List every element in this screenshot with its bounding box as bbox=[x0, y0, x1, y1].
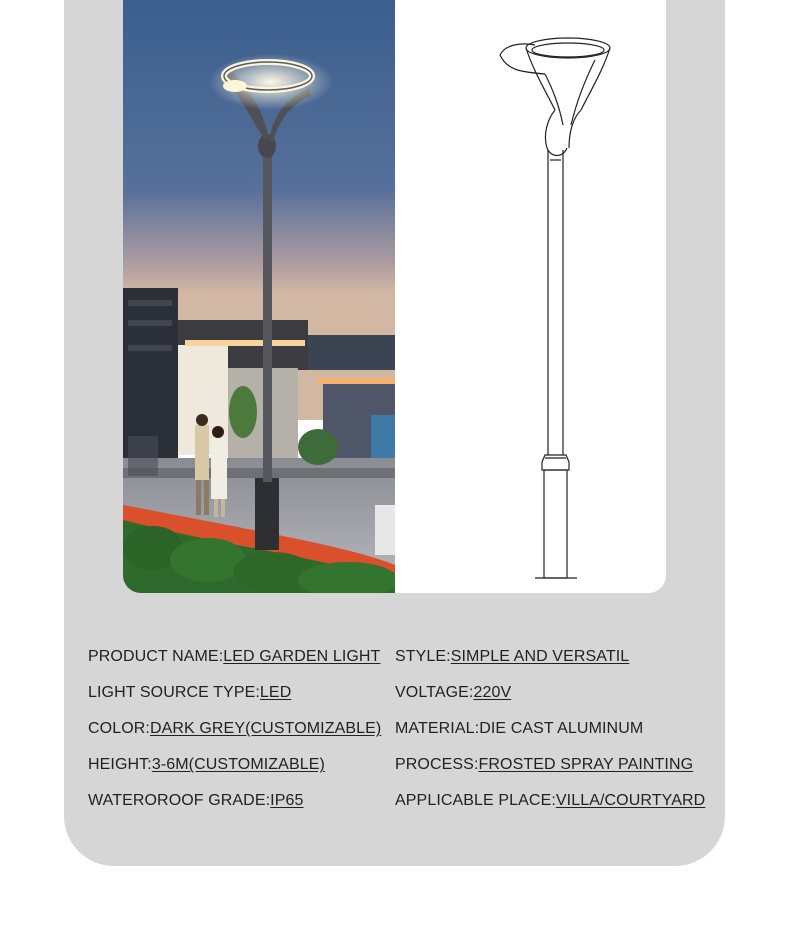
spec-color bbox=[88, 718, 381, 740]
spec-material bbox=[395, 718, 643, 740]
spec-label: HEIGHT: bbox=[88, 756, 152, 773]
lamp-line-drawing bbox=[395, 0, 666, 593]
spec-style bbox=[395, 646, 629, 668]
lamp-scene-photo bbox=[123, 0, 395, 593]
spec-label: WATEROROOF GRADE: bbox=[88, 792, 271, 809]
spec-value: LED GARDEN LIGHT bbox=[223, 648, 381, 665]
spec-height bbox=[88, 754, 325, 776]
spec-process bbox=[395, 754, 693, 776]
spec-voltage bbox=[395, 682, 511, 704]
spec-label: STYLE: bbox=[395, 648, 451, 665]
spec-label: VOLTAGE: bbox=[395, 684, 474, 701]
spec-value: 220V bbox=[473, 684, 512, 701]
spec-label: COLOR: bbox=[88, 720, 150, 737]
spec-value: FROSTED SPRAY PAINTING bbox=[478, 756, 694, 773]
spec-value: IP65 bbox=[270, 792, 304, 809]
spec-applicable-place bbox=[395, 790, 705, 812]
spec-value: DARK GREY(CUSTOMIZABLE) bbox=[149, 720, 382, 737]
spec-label: PRODUCT NAME: bbox=[88, 648, 224, 665]
spec-product-name bbox=[88, 646, 380, 668]
spec-label: APPLICABLE PLACE: bbox=[395, 792, 556, 809]
spec-value: LED bbox=[259, 684, 292, 701]
spec-value: DIE CAST ALUMINUM bbox=[479, 720, 644, 737]
spec-label: PROCESS: bbox=[395, 756, 479, 773]
spec-value: SIMPLE AND VERSATIL bbox=[450, 648, 630, 665]
spec-label: MATERIAL: bbox=[395, 720, 480, 737]
spec-light-source bbox=[88, 682, 291, 704]
spec-value: 3-6M(CUSTOMIZABLE) bbox=[151, 756, 325, 773]
spec-value: VILLA/COURTYARD bbox=[555, 792, 706, 809]
product-image-panel bbox=[123, 0, 666, 593]
spec-label: LIGHT SOURCE TYPE: bbox=[88, 684, 260, 701]
spec-waterproof-grade bbox=[88, 790, 303, 812]
